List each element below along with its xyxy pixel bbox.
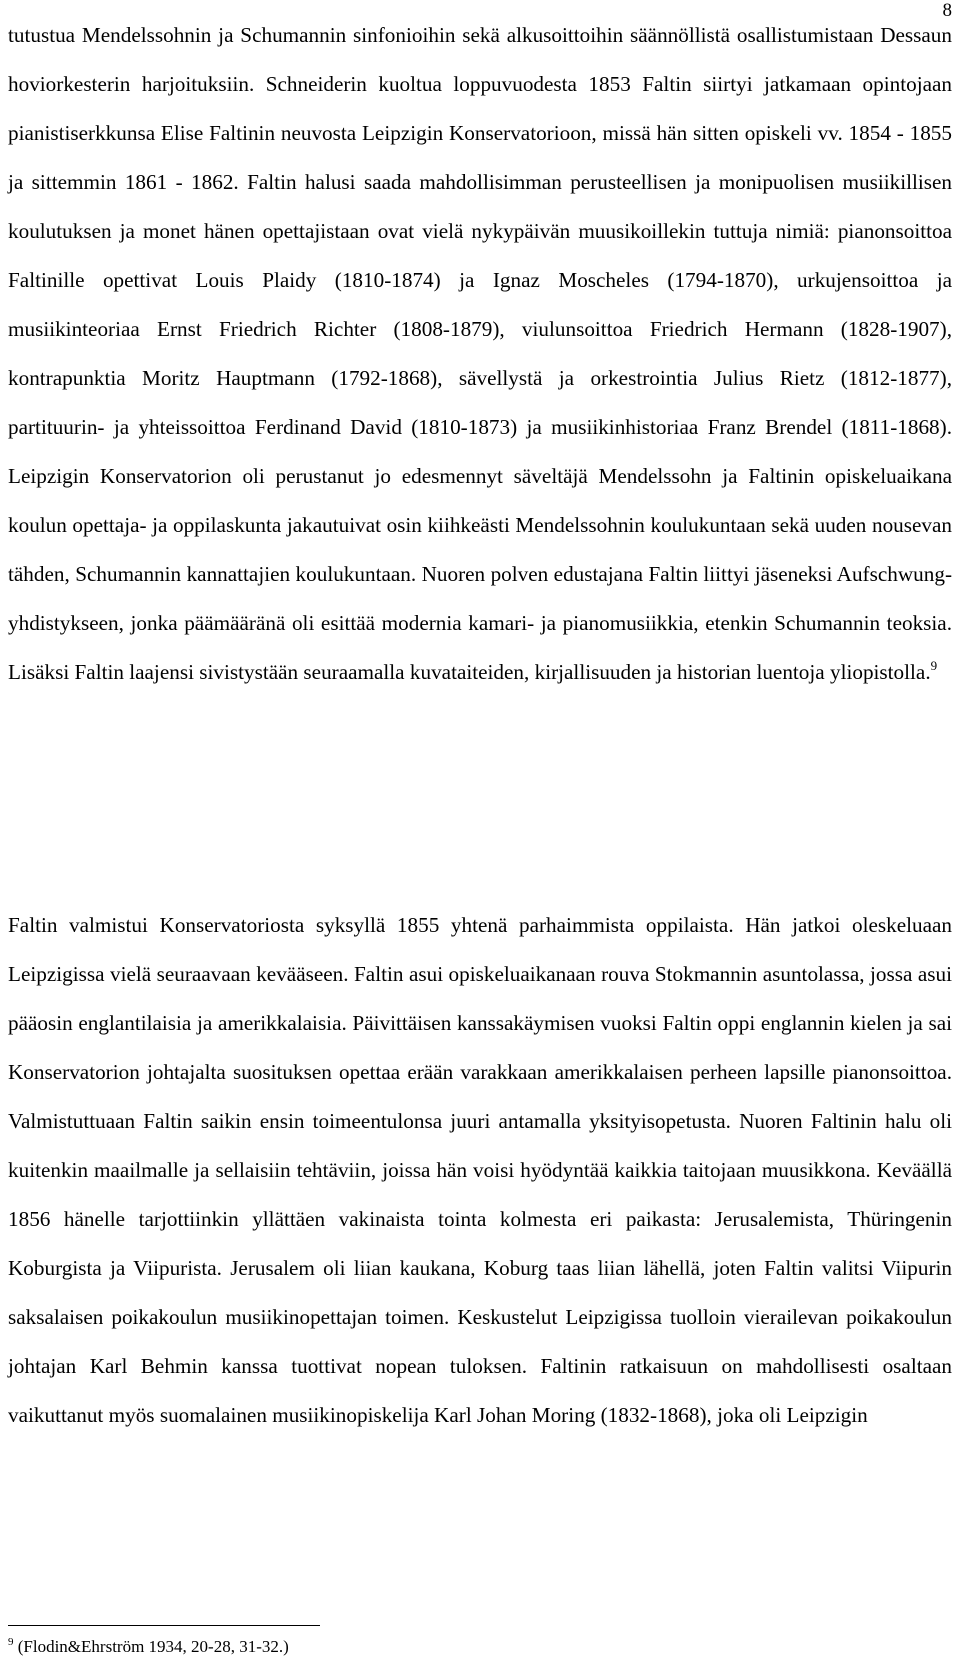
paragraph-1-text: tutustua Mendelssohnin ja Schumannin sinfonioihin sekä alkusoittoihin säännöllistä osallistumistaan Dessaun hoviorkesterin harjoituksiin. Schneiderin kuoltua loppuvuodesta 1853 Faltin siirtyi jatkamaan opintojaan pianistiserkkunsa Elise Faltinin neuvosta Leipzigin Konservatorioon, missä hän sitten opiskeli vv. 1854 - 1855 ja sittemmin 1861 - 1862. Faltin halusi saada mahdollisimman perusteellisen ja monipuolisen musiikillisen koulutuksen ja monet hänen opettajistaan ovat vielä nykypäivän muusikoillekin tuttuja nimiä: pianonsoittoa Faltinille opettivat Louis Plaidy (1810-1874) ja Ignaz Moscheles (1794-1870), urkujensoittoa ja musiikinteoriaa Ernst Friedrich Richter (1808-1879), viulunsoittoa Friedrich Hermann (1828-1907), kontrapunktia Moritz Hauptmann (1792-1868), sävellystä ja orkestrointia Julius Rietz (1812-1877), partituurin- ja yhteissoittoa Ferdinand David (1810-1873) ja musiikinhistoriaa Franz Brendel (1811-1868). Leipzigin Konservatorion oli perustanut jo edesmennyt säveltäjä Mendelssohn ja Faltinin opiskeluaikana koulun opettaja- ja oppilaskunta jakautuivat osin kiihkeästi Mendelssohnin koulukuntaan sekä uuden nousevan tähden, Schumannin kannattajien koulukuntaan. Nuoren polven edustajana Faltin liittyi jäseneksi Aufschwung-yhdistykseen, jonka päämääränä oli esittää modernia kamari- ja pianomusiikkia, etenkin Schumannin teoksia. Lisäksi Faltin laajensi sivistystään seuraamalla kuvataiteiden, kirjallisuuden ja historian luentoja yliopistolla. bbox=[8, 23, 952, 684]
page-number: 8 bbox=[942, 0, 952, 21]
footnote-reference[interactable]: 9 bbox=[930, 658, 938, 673]
footnote-separator bbox=[8, 1625, 320, 1626]
paragraph-1 bbox=[8, 11, 952, 697]
footnote-number: 9 bbox=[8, 1636, 14, 1648]
footnote bbox=[8, 1632, 952, 1662]
footnote-text: (Flodin&Ehrström 1934, 20-28, 31-32.) bbox=[17, 1637, 289, 1656]
paragraph-2: Faltin valmistui Konservatoriosta syksyllä 1855 yhtenä parhaimmista oppilaista. Hän jatkoi oleskeluaan Leipzigissa vielä seuraavaan kevääseen. Faltin asui opiskeluaikanaan rouva Stokmannin asuntolassa, jossa asui pääosin englantilaisia ja amerikkalaisia. Päivittäisen kanssakäymisen vuoksi Faltin oppi englannin kielen ja sai Konservatorion johtajalta suosituksen opettaa erään varakkaan amerikkalaisen perheen lapsille pianonsoittoa. Valmistuttuaan Faltin saikin ensin toimeentulonsa juuri antamalla yksityisopetusta. Nuoren Faltinin halu oli kuitenkin maailmalle ja sellaisiin tehtäviin, joissa hän voisi hyödyntää kaikkia taitojaan muusikkona. Keväällä 1856 hänelle tarjottiinkin yllättäen vakinaista tointa kolmesta eri paikasta: Jerusalemista, Thüringenin Koburgista ja Viipurista. Jerusalem oli liian kaukana, Koburg taas liian lähellä, joten Faltin valitsi Viipurin saksalaisen poikakoulun musiikinopettajan toimen. Keskustelut Leipzigissa tuolloin vierailevan poikakoulun johtajan Karl Behmin kanssa tuottivat nopean tuloksen. Faltinin ratkaisuun on mahdollisesti osaltaan vaikuttanut myös suomalainen musiikinopiskelija Karl Johan Moring (1832-1868), joka oli Leipzigin bbox=[8, 913, 952, 1427]
